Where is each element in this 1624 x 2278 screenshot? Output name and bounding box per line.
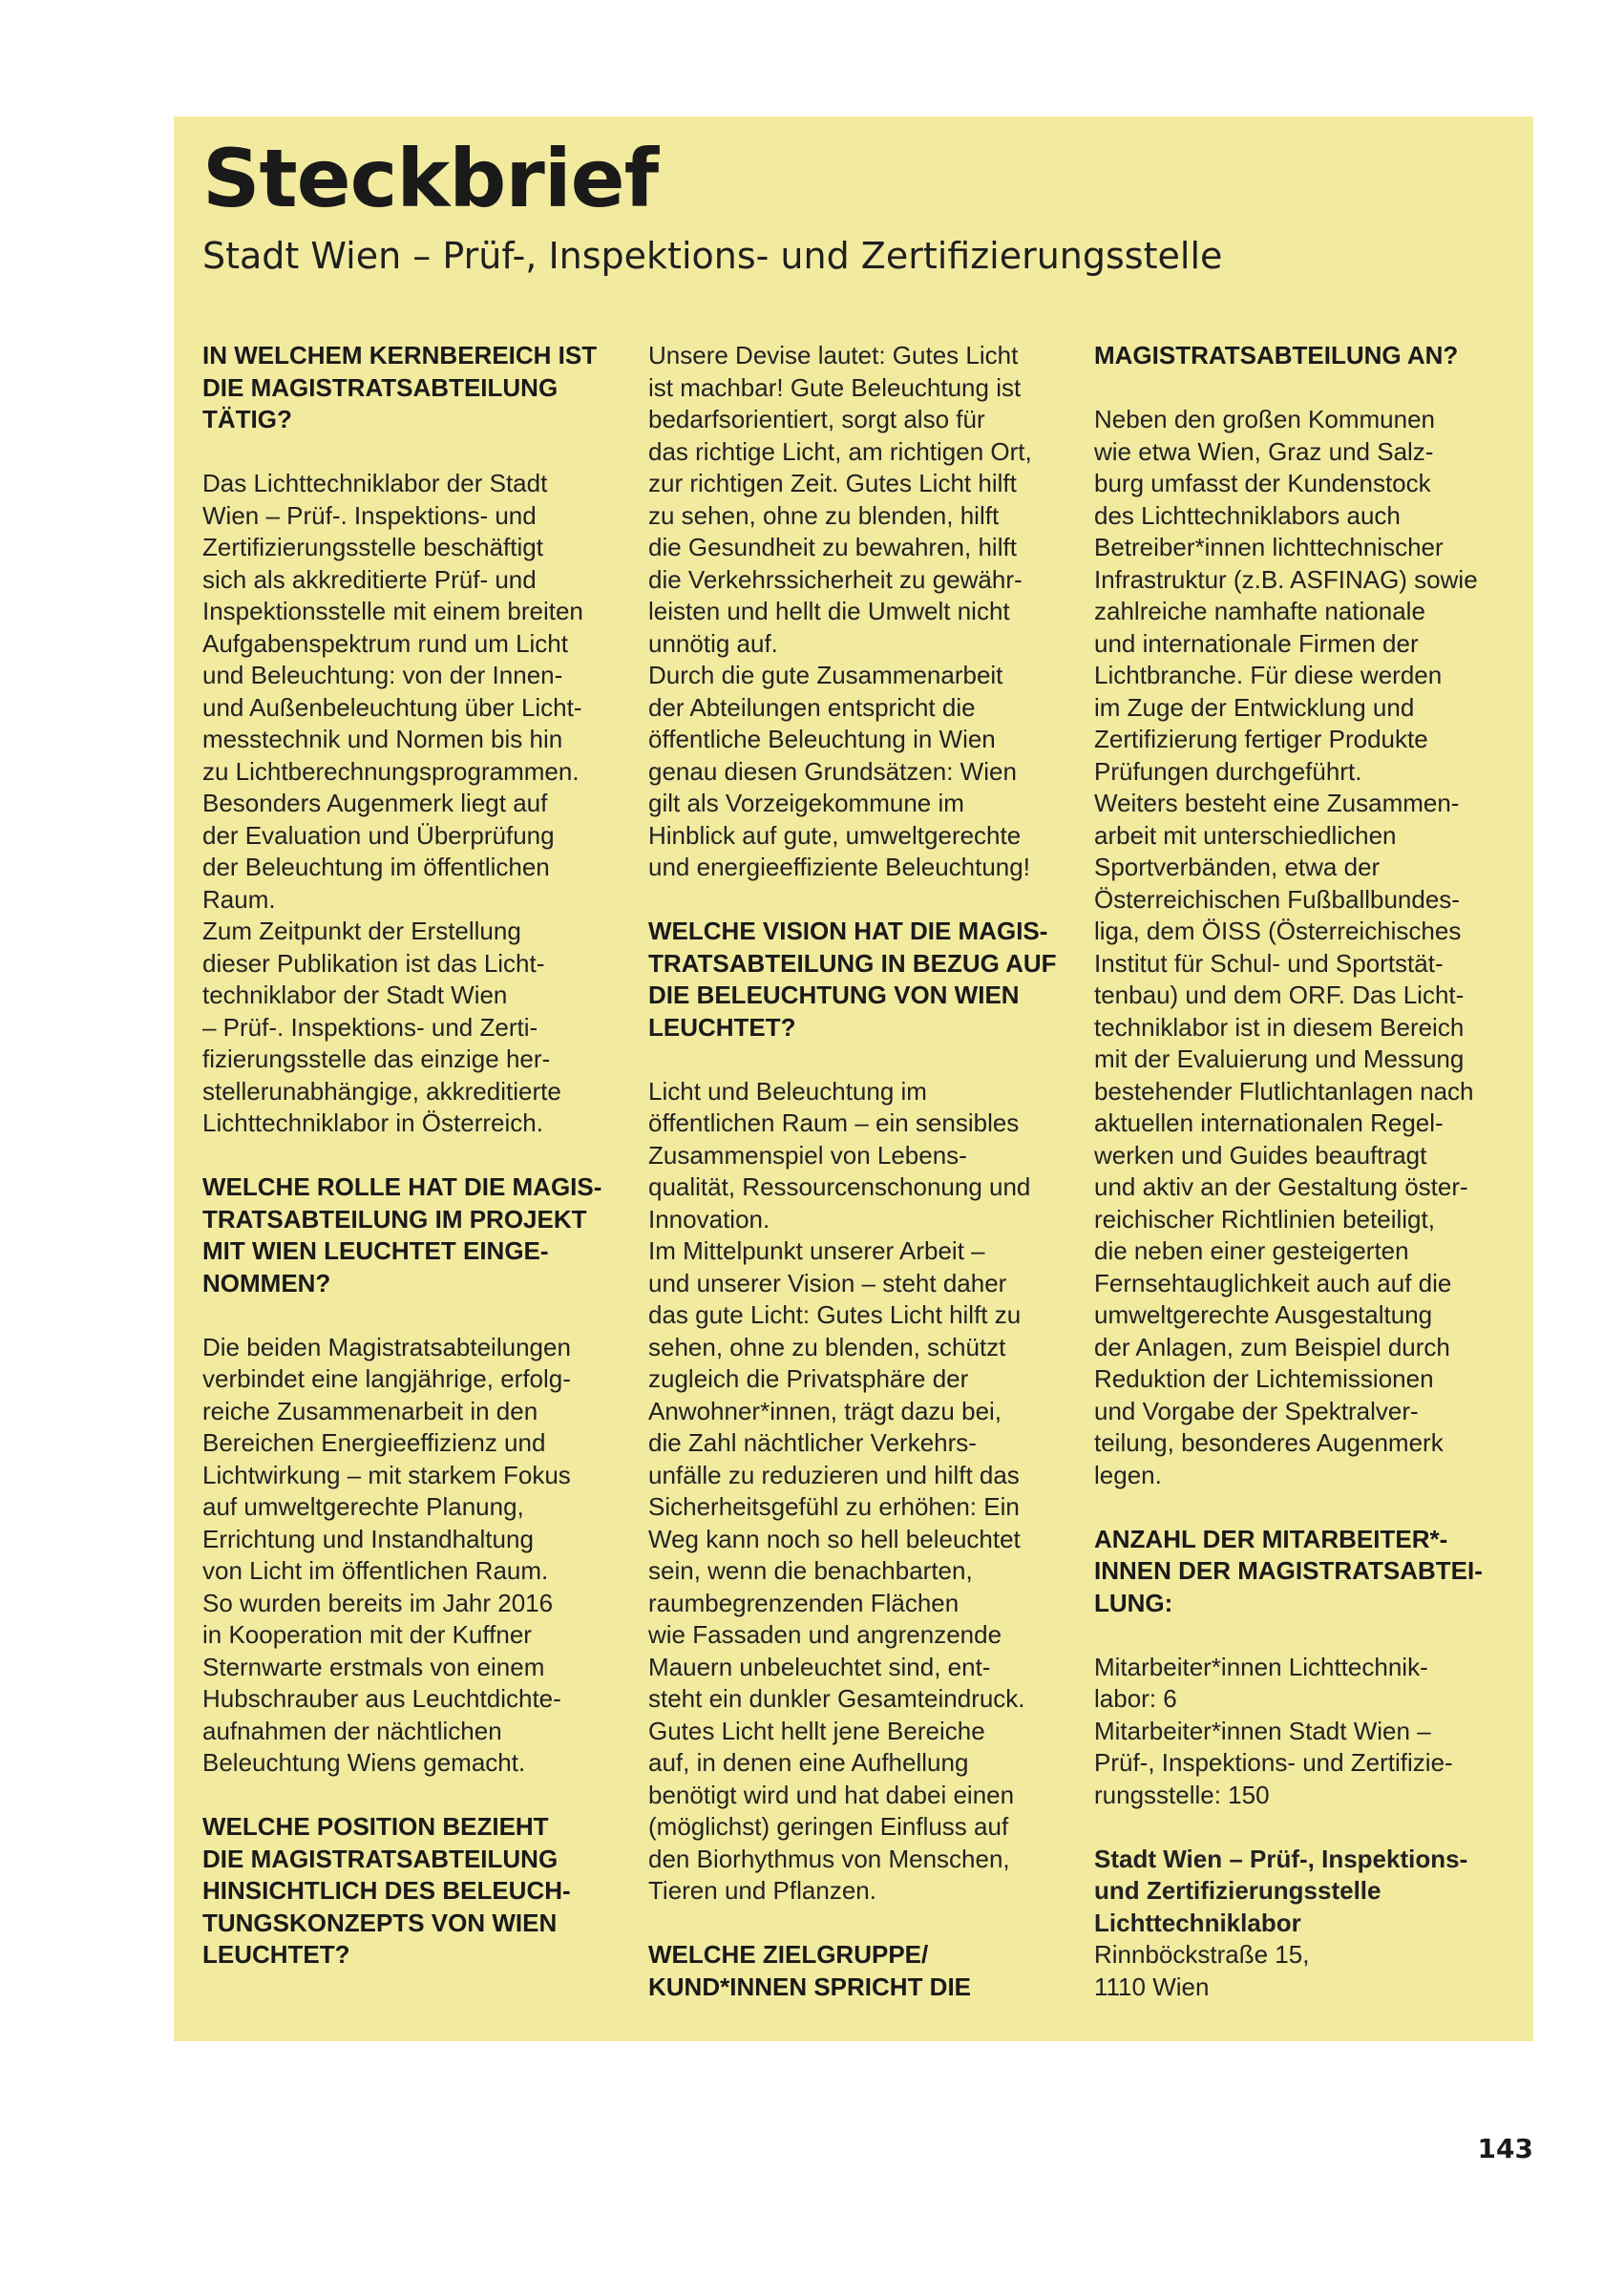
question-heading: TRATSABTEILUNG IN BEZUG AUF [648,948,1057,978]
body-line: des Lichttechniklabors auch [1094,500,1401,530]
body-line: Reduktion der Lichtemissionen [1094,1364,1434,1393]
column-2 [648,340,1068,2003]
contact-name: Stadt Wien – Prüf-, Inspektions- [1094,1844,1468,1873]
body-line: Tieren und Pflanzen. [648,1876,876,1905]
body-line: teilung, besonderes Augenmerk [1094,1428,1444,1457]
body-line: Besonders Augenmerk liegt auf [202,789,548,817]
body-line: aktuellen internationalen Regel- [1094,1108,1444,1137]
body-line: unnötig auf. [648,628,778,658]
body-line: Gutes Licht hellt jene Bereiche [648,1716,985,1745]
body-line: Sternwarte erstmals von einem [202,1652,545,1681]
body-line: Durch die gute Zusammenarbeit [648,661,1003,689]
question-heading: KUND*INNEN SPRICHT DIE [648,1972,972,2001]
body-line: arbeit mit unterschiedlichen [1094,820,1397,850]
body-line: die Verkehrssicherheit zu gewähr- [648,564,1023,594]
body-line: zahlreiche namhafte nationale [1094,597,1425,625]
body-line: der Beleuchtung im öffentlichen [202,853,550,881]
body-line: in Kooperation mit der Kuffner [202,1620,532,1649]
question-heading: NOMMEN? [202,1268,331,1297]
body-line: der Evaluation und Überprüfung [202,820,555,850]
body-line: Lichttechniklabor in Österreich. [202,1108,543,1137]
body-line: und Außenbeleuchtung über Licht- [202,692,582,722]
body-line: das richtige Licht, am richtigen Ort, [648,436,1032,466]
body-line: Neben den großen Kommunen [1094,405,1436,433]
body-line: wie etwa Wien, Graz und Salz- [1094,436,1434,466]
body-line: Inspektionsstelle mit einem breiten [202,597,583,625]
question-heading: DIE MAGISTRATSABTEILUNG [202,1844,559,1873]
body-line: der Abteilungen entspricht die [648,692,976,722]
body-line: dieser Publikation ist das Licht- [202,948,545,978]
body-line: (möglichst) geringen Einfluss auf [648,1812,1009,1841]
body-line: sehen, ohne zu blenden, schützt [648,1332,1006,1361]
body-line: Mauern unbeleuchtet sind, ent- [648,1652,991,1681]
body-line: im Zuge der Entwicklung und [1094,692,1415,722]
page-title: Steckbrief [202,132,659,225]
body-line: der Anlagen, zum Beispiel durch [1094,1332,1450,1361]
body-line: ist machbar! Gute Beleuchtung ist [648,372,1022,402]
body-line: Zertifizierungsstelle beschäftigt [202,533,543,561]
question-heading: TUNGSKONZEPTS VON WIEN [202,1908,558,1937]
body-line: bedarfsorientiert, sorgt also für [648,405,985,433]
body-line: labor: 6 [1094,1684,1177,1713]
body-line: Anwohner*innen, trägt dazu bei, [648,1396,1002,1425]
body-line: Hubschrauber aus Leuchtdichte- [202,1684,561,1713]
question-heading: MIT WIEN LEUCHTET EINGE- [202,1236,549,1265]
body-line: Zusammenspiel von Lebens- [648,1140,967,1170]
body-line: zugleich die Privatsphäre der [648,1364,969,1393]
body-line: Prüfungen durchgeführt. [1094,756,1362,786]
body-line: und unserer Vision – steht daher [648,1268,1007,1297]
body-line: Mitarbeiter*innen Lichttechnik- [1094,1652,1428,1681]
page-subtitle: Stadt Wien – Prüf-, Inspektions- und Zertifizierungsstelle [202,235,1223,277]
body-line: Prüf-, Inspektions- und Zertifizie- [1094,1748,1453,1777]
body-line: reiche Zusammenarbeit in den [202,1396,538,1425]
body-line: benötigt wird und hat dabei einen [648,1780,1015,1809]
question-heading: MAGISTRATSABTEILUNG AN? [1094,341,1459,369]
body-line: und internationale Firmen der [1094,628,1419,658]
body-line: auf, in denen eine Aufhellung [648,1748,969,1777]
question-heading: ANZAHL DER MITARBEITER*- [1094,1524,1448,1553]
body-line: Beleuchtung Wiens gemacht. [202,1748,526,1777]
question-heading: LEUCHTET? [648,1012,796,1042]
question-heading: WELCHE VISION HAT DIE MAGIS- [648,917,1048,945]
body-line: Sportverbänden, etwa der [1094,853,1381,881]
page-number: 143 [1477,2133,1533,2164]
body-line: tenbau) und dem ORF. Das Licht- [1094,981,1465,1009]
body-line: auf umweltgerechte Planung, [202,1492,524,1521]
body-line: sich als akkreditierte Prüf- und [202,564,537,594]
body-line: und Vorgabe der Spektralver- [1094,1396,1419,1425]
body-line: umweltgerechte Ausgestaltung [1094,1300,1433,1329]
body-line: fizierungsstelle das einzige her- [202,1044,551,1073]
body-line: und energieeffiziente Beleuchtung! [648,853,1030,881]
body-line: die Gesundheit zu bewahren, hilft [648,533,1017,561]
body-line: qualität, Ressourcenschonung und [648,1172,1031,1201]
question-heading: TÄTIG? [202,405,292,433]
question-heading: IN WELCHEM KERNBEREICH IST [202,341,598,369]
body-line: Errichtung und Instandhaltung [202,1524,534,1553]
body-line: die Zahl nächtlicher Verkehrs- [648,1428,977,1457]
body-line: burg umfasst der Kundenstock [1094,469,1431,497]
body-line: bestehender Flutlichtanlagen nach [1094,1076,1474,1106]
body-line: steht ein dunkler Gesamteindruck. [648,1684,1025,1713]
body-line: Lichtbranche. Für diese werden [1094,661,1443,689]
body-line: Infrastruktur (z.B. ASFINAG) sowie [1094,564,1478,594]
body-line: legen. [1094,1460,1162,1489]
body-line: zu sehen, ohne zu blenden, hilft [648,500,1000,530]
body-line: rungsstelle: 150 [1094,1780,1270,1809]
body-line: mit der Evaluierung und Messung [1094,1044,1465,1073]
body-line: und Beleuchtung: von der Innen- [202,661,563,689]
body-line: sein, wenn die benachbarten, [648,1556,973,1585]
body-line: und aktiv an der Gestaltung öster- [1094,1172,1468,1201]
body-line: Sicherheitsgefühl zu erhöhen: Ein [648,1492,1020,1521]
body-line: den Biorhythmus von Menschen, [648,1844,1010,1873]
column-3 [1094,340,1514,2003]
question-heading: LUNG: [1094,1588,1173,1617]
body-line: Das Lichttechniklabor der Stadt [202,469,548,497]
body-line: öffentliche Beleuchtung in Wien [648,725,996,753]
body-line: genau diesen Grundsätzen: Wien [648,756,1017,786]
body-line: die neben einer gesteigerten [1094,1236,1409,1265]
body-line: gilt als Vorzeigekommune im [648,789,964,817]
body-line: techniklabor ist in diesem Bereich [1094,1012,1465,1042]
body-line: zu Lichtberechnungsprogrammen. [202,756,580,786]
body-line: Hinblick auf gute, umweltgerechte [648,820,1022,850]
body-line: – Prüf-. Inspektions- und Zerti- [202,1012,538,1042]
question-heading: INNEN DER MAGISTRATSABTEI- [1094,1556,1483,1585]
body-line: Fernsehtauglichkeit auch auf die [1094,1268,1452,1297]
body-line: unfälle zu reduzieren und hilft das [648,1460,1020,1489]
body-line: leisten und hellt die Umwelt nicht [648,597,1010,625]
body-line: Zum Zeitpunkt der Erstellung [202,917,521,945]
body-line: von Licht im öffentlichen Raum. [202,1556,549,1585]
body-line: messtechnik und Normen bis hin [202,725,563,753]
body-line: stellerunabhängige, akkreditierte [202,1076,561,1106]
question-heading: WELCHE ROLLE HAT DIE MAGIS- [202,1172,602,1201]
contact-name: und Zertifizierungsstelle [1094,1876,1381,1905]
contact-address: Rinnböckstraße 15, [1094,1940,1310,1969]
body-line: Mitarbeiter*innen Stadt Wien – [1094,1716,1431,1745]
question-heading: LEUCHTET? [202,1940,350,1969]
question-heading: DIE MAGISTRATSABTEILUNG [202,372,559,402]
body-line: Aufgabenspektrum rund um Licht [202,628,568,658]
body-line: Betreiber*innen lichttechnischer [1094,533,1444,561]
body-line: Innovation. [648,1204,770,1234]
body-line: werken und Guides beauftragt [1094,1140,1427,1170]
column-1 [202,340,622,1972]
body-line: Weiters besteht eine Zusammen- [1094,789,1460,817]
body-line: aufnahmen der nächtlichen [202,1716,502,1745]
body-line: Institut für Schul- und Sportstät- [1094,948,1444,978]
body-line: zur richtigen Zeit. Gutes Licht hilft [648,469,1017,497]
body-line: Unsere Devise lautet: Gutes Licht [648,341,1019,369]
body-line: reichischer Richtlinien beteiligt, [1094,1204,1435,1234]
body-line: liga, dem ÖISS (Österreichisches [1094,917,1462,945]
question-heading: TRATSABTEILUNG IM PROJEKT [202,1204,587,1234]
body-line: Bereichen Energieeffizienz und [202,1428,546,1457]
body-line: Weg kann noch so hell beleuchtet [648,1524,1021,1553]
body-line: raumbegrenzenden Flächen [648,1588,960,1617]
body-line: Österreichischen Fußballbundes- [1094,884,1460,914]
body-line: öffentlichen Raum – ein sensibles [648,1108,1020,1137]
body-line: Wien – Prüf-. Inspektions- und [202,500,537,530]
body-line: Raum. [202,884,276,914]
contact-address: 1110 Wien [1094,1972,1210,2001]
body-line: Zertifizierung fertiger Produkte [1094,725,1428,753]
contact-name: Lichttechniklabor [1094,1908,1301,1937]
body-line: So wurden bereits im Jahr 2016 [202,1588,554,1617]
question-heading: WELCHE POSITION BEZIEHT [202,1812,549,1841]
body-line: Im Mittelpunkt unserer Arbeit – [648,1236,985,1265]
question-heading: DIE BELEUCHTUNG VON WIEN [648,981,1020,1009]
question-heading: HINSICHTLICH DES BELEUCH- [202,1876,571,1905]
body-line: verbindet eine langjährige, erfolg- [202,1364,571,1393]
body-line: Die beiden Magistratsabteilungen [202,1332,571,1361]
body-line: wie Fassaden und angrenzende [648,1620,1002,1649]
body-line: techniklabor der Stadt Wien [202,981,508,1009]
body-line: das gute Licht: Gutes Licht hilft zu [648,1300,1022,1329]
question-heading: WELCHE ZIELGRUPPE/ [648,1940,929,1969]
body-line: Licht und Beleuchtung im [648,1076,927,1106]
body-line: Lichtwirkung – mit starkem Fokus [202,1460,571,1489]
